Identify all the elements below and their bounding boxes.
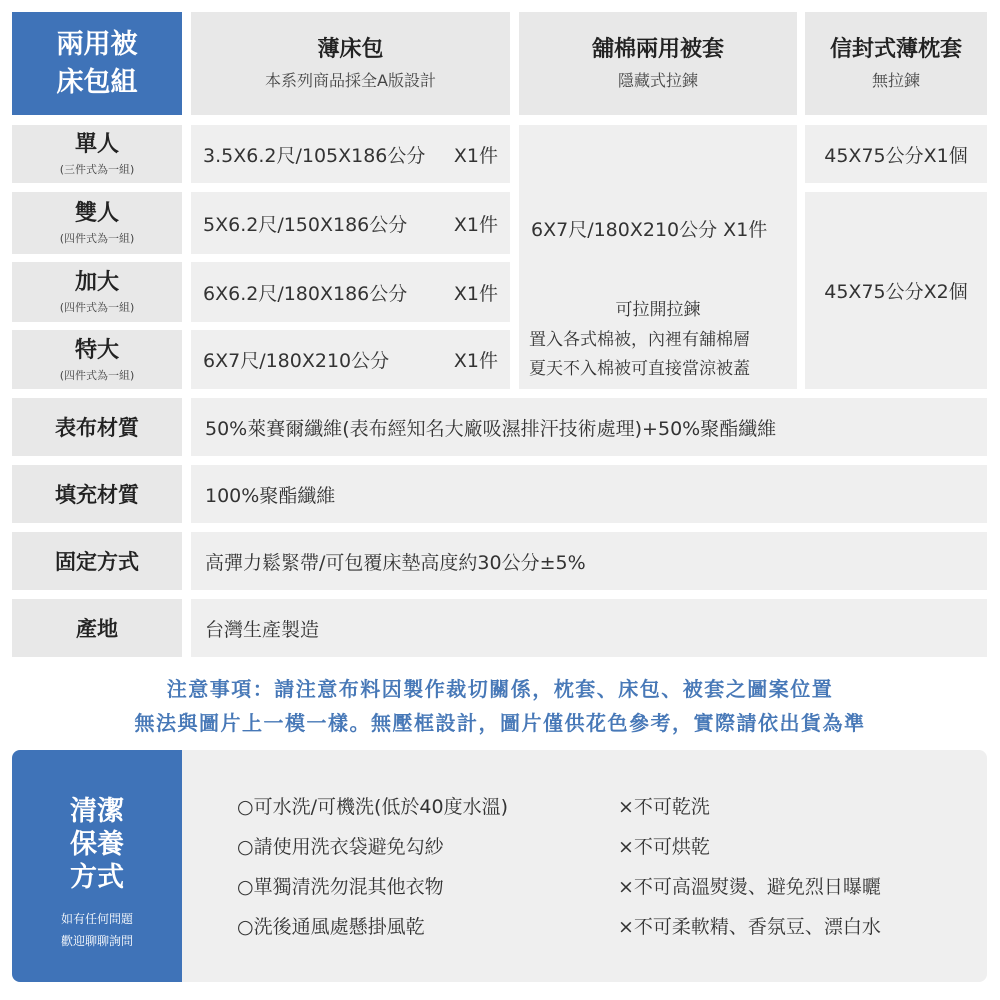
size-value: 6X6.2尺/180X186公分 (203, 282, 408, 305)
care-dont-item: ×不可高溫熨燙、避免烈日曝曬 (618, 876, 881, 898)
pillow-single-value: 45X75公分X1個 (824, 144, 968, 167)
header-fitted-sheet (191, 12, 510, 115)
size-value: 3.5X6.2尺/105X186公分 (203, 144, 426, 167)
header-duvet-cover-title: 舖棉兩用被套 (591, 36, 724, 62)
material-value: 100%聚酯纖維 (205, 484, 336, 507)
duvet-note-2: 置入各式棉被，內裡有舖棉層 (529, 330, 750, 350)
duvet-note-1: 可拉開拉鍊 (615, 300, 701, 320)
header-duvet-cover (519, 12, 797, 115)
size-queen (191, 262, 510, 322)
material-value-fixing (191, 532, 987, 590)
care-instructions (182, 750, 987, 982)
size-king (191, 330, 510, 389)
size-value: 5X6.2尺/150X186公分 (203, 213, 408, 236)
size-value: 6X7尺/180X210公分 (203, 350, 390, 372)
corner-line-2: 床包組 (56, 66, 138, 98)
table-corner-title (12, 12, 182, 115)
care-title-line-3: 方式 (70, 862, 124, 893)
row-label-king (12, 330, 182, 389)
notice-line-1: 注意事項：請注意布料因製作裁切關係，枕套、床包、被套之圖案位置 (166, 677, 834, 701)
header-pillowcase-sub: 無拉鍊 (871, 70, 920, 90)
pillow-others-value: 45X75公分X2個 (824, 281, 968, 303)
care-do-item: ○請使用洗衣袋避免勾紗 (237, 836, 444, 858)
material-label-fixing: 固定方式 (12, 532, 182, 590)
row-label-sub: (四件式為一組) (59, 368, 135, 382)
material-label-fabric: 表布材質 (12, 398, 182, 456)
care-dont-item: ×不可乾洗 (618, 796, 710, 818)
size-double (191, 192, 510, 254)
row-label-queen (12, 262, 182, 322)
row-label-sub: (四件式為一組) (59, 301, 135, 314)
care-do-item: ○洗後通風處懸掛風乾 (237, 916, 425, 938)
size-qty: X1件 (453, 144, 498, 167)
row-label-title: 雙人 (74, 201, 119, 226)
row-label-single (12, 125, 182, 183)
care-title (12, 795, 182, 894)
size-qty: X1件 (453, 282, 498, 305)
material-value-origin (191, 599, 987, 657)
material-label-origin: 產地 (12, 599, 182, 657)
row-label-title: 特大 (74, 337, 119, 363)
pillow-single (805, 125, 987, 183)
size-qty: X1件 (453, 213, 498, 236)
material-value-fabric (191, 398, 987, 456)
material-value: 台灣生產製造 (205, 618, 320, 641)
header-pillowcase-title: 信封式薄枕套 (829, 36, 962, 62)
row-label-title: 單人 (74, 132, 119, 157)
row-label-title: 加大 (74, 270, 119, 295)
material-value-filling (191, 465, 987, 523)
row-label-double (12, 192, 182, 254)
header-fitted-sheet-title: 薄床包 (317, 36, 384, 62)
duvet-cover-info (519, 125, 797, 389)
header-fitted-sheet-sub: 本系列商品採全A版設計 (265, 70, 436, 90)
care-help-line-2: 歡迎聊聊詢問 (60, 934, 133, 948)
row-label-sub: (三件式為一組) (59, 163, 135, 176)
care-do-item: ○單獨清洗勿混其他衣物 (237, 876, 444, 898)
care-help (12, 908, 182, 952)
material-value: 高彈力鬆緊帶/可包覆床墊高度約30公分±5% (205, 551, 586, 574)
row-label-sub: (四件式為一組) (59, 232, 135, 245)
care-dont-item: ×不可柔軟精、香氛豆、漂白水 (618, 916, 881, 938)
care-title-line-2: 保養 (70, 829, 124, 860)
corner-line-1: 兩用被 (56, 28, 138, 60)
material-label-filling: 填充材質 (12, 465, 182, 523)
size-qty: X1件 (453, 350, 498, 372)
pillow-others (805, 192, 987, 389)
header-duvet-cover-sub: 隱藏式拉鍊 (617, 70, 698, 90)
duvet-size: 6X7尺/180X210公分 X1件 (531, 219, 768, 241)
care-help-line-1: 如有任何問題 (60, 912, 133, 926)
size-single (191, 125, 510, 183)
care-dont-item: ×不可烘乾 (618, 836, 710, 858)
header-pillowcase (805, 12, 987, 115)
duvet-note-3: 夏天不入棉被可直接當涼被蓋 (529, 359, 750, 379)
care-do-item: ○可水洗/可機洗(低於40度水溫) (237, 796, 508, 818)
care-title-panel (12, 750, 182, 982)
notice-line-2: 無法與圖片上一模一樣。無壓框設計，圖片僅供花色參考，實際請依出貨為準 (134, 711, 866, 735)
material-value: 50%萊賽爾纖維(表布經知名大廠吸濕排汗技術處理)+50%聚酯纖維 (205, 417, 777, 440)
care-title-line-1: 清潔 (70, 796, 124, 827)
